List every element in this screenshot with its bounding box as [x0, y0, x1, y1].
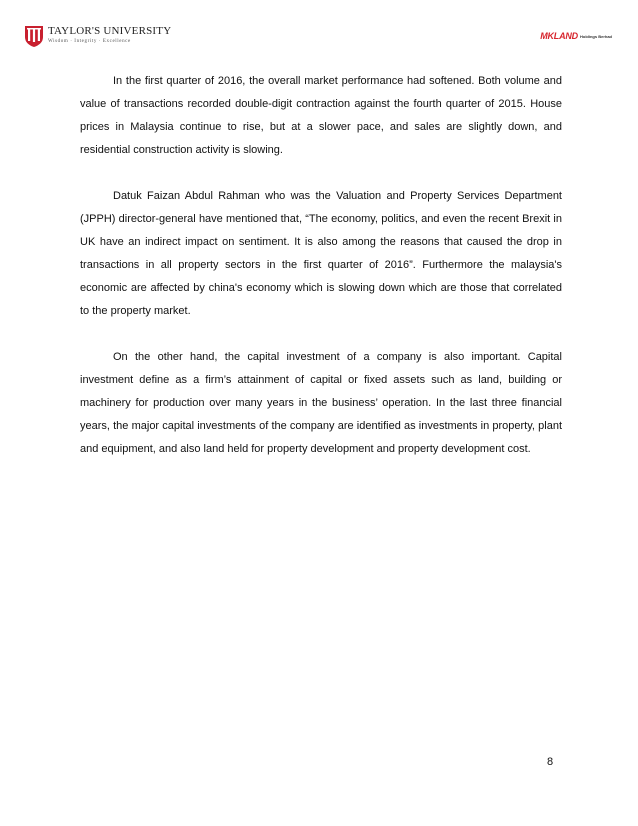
paragraph-market-performance: In the first quarter of 2016, the overall market performance had softened. Both volume and value of transactions recorded double-digit contraction against the fourth quarter of 2015. House prices in Malaysia continue to rise, but at a slower pace, and sales are slightly down, and residential construction activity is slowing.	[80, 75, 562, 156]
university-name: TAYLOR'S UNIVERSITY	[48, 25, 172, 37]
company-logo	[540, 31, 612, 41]
university-logo	[24, 24, 171, 48]
university-crest-icon	[24, 24, 44, 48]
university-logo-text	[48, 24, 171, 44]
paragraph-jpph-statement: Datuk Faizan Abdul Rahman who was the Valuation and Property Services Department (JPPH) director-general have mentioned that, “The economy, politics, and even the recent Brexit in UK have an indirect impact on sentiment. It is also among the reasons that caused the drop in transactions in all property sectors in the first quarter of 2016”. Furthermore the malaysia's economic are affected by china's economy which is slowing down which are those that correlated to the property market.	[80, 190, 562, 317]
paragraph-capital-investment: On the other hand, the capital investment of a company is also important. Capital investment define as a firm’s attainment of capital or fixed assets such as land, building or machinery for production over many years in the business’ operation. In the last three financial years, the major capital investments of the company are identified as investments in property, plant and equipment, and also land held for property development and property development cost.	[80, 351, 562, 455]
company-logo-subtext: Holdings Berhad	[579, 33, 612, 39]
university-motto: Wisdom · Integrity · Excellence	[48, 39, 131, 44]
page-header	[0, 0, 638, 60]
page-number: 8	[547, 756, 554, 768]
document-body	[80, 70, 562, 484]
company-logo-text: MKLAND	[540, 31, 578, 41]
